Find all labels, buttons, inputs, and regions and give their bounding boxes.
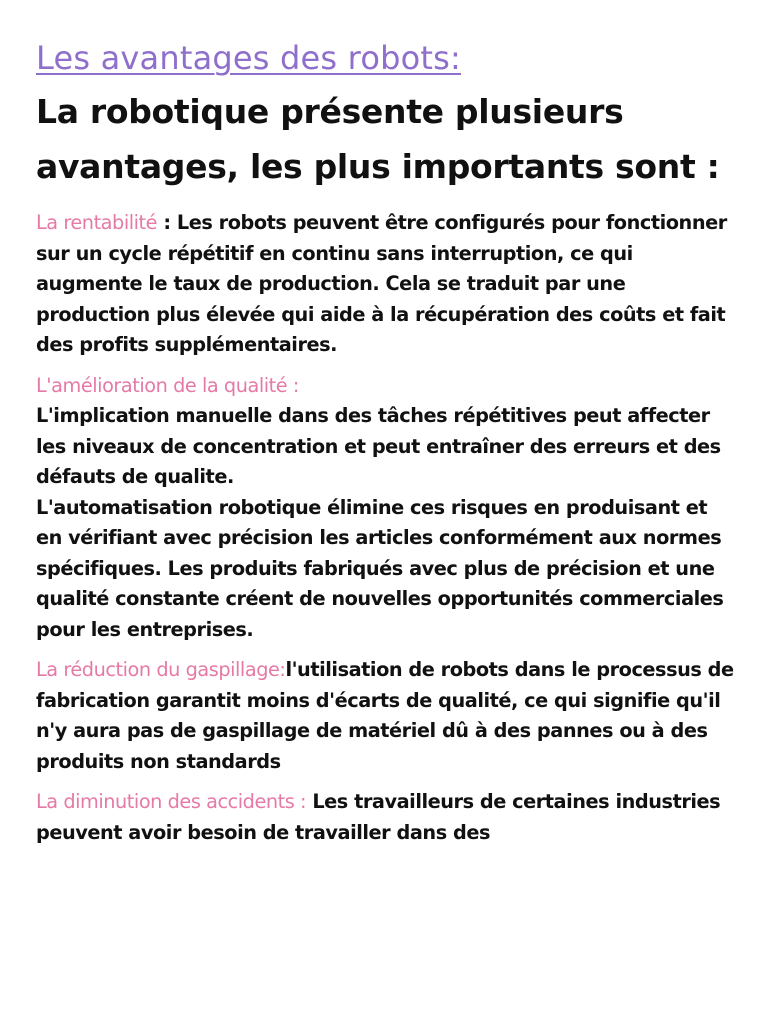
section-rentabilite [36,208,736,361]
section-accidents [36,787,736,848]
intro-paragraph: La robotique présente plusieurs avantages, les plus importants sont : [36,92,720,186]
section-gaspillage [36,655,736,777]
section-text: l'utilisation de robots dans le processus de fabrication garantit moins d'écarts de qualité, ce qui signifie qu'il n'y aura pas de gaspillage de matériel dû à des pannes ou à des produits non standards [36,658,734,773]
section-text: L'implication manuelle dans des tâches répétitives peut affecter les niveaux de concentration et peut entraîner des erreurs et des défauts de qualite. [36,404,721,488]
section-text-continued: L'automatisation robotique élimine ces risques en produisant et en vérifiant avec précision les articles conformément aux normes spécifiques. Les produits fabriqués avec plus de précision et une qualité constante créent de nouvelles opportunités commerciales pour les entreprises. [36,495,724,641]
section-label: La diminution des accidents : [36,790,307,813]
section-label: La rentabilité [36,211,158,234]
document-page [36,34,736,858]
section-text: Les travailleurs de certaines industries peuvent avoir besoin de travailler dans des [36,790,721,844]
section-qualite [36,371,736,646]
page-title: Les avantages des robots: [36,39,461,77]
section-text: : Les robots peuvent être configurés pour fonctionner sur un cycle répétitif en continu sans interruption, ce qui augmente le taux de production. Cela se traduit par une production plus élevée qui aide à la récupération des coûts et fait des profits supplémentaires. [36,211,727,356]
section-label: L'amélioration de la qualité : [36,373,299,397]
section-label: La réduction du gaspillage: [36,658,286,681]
